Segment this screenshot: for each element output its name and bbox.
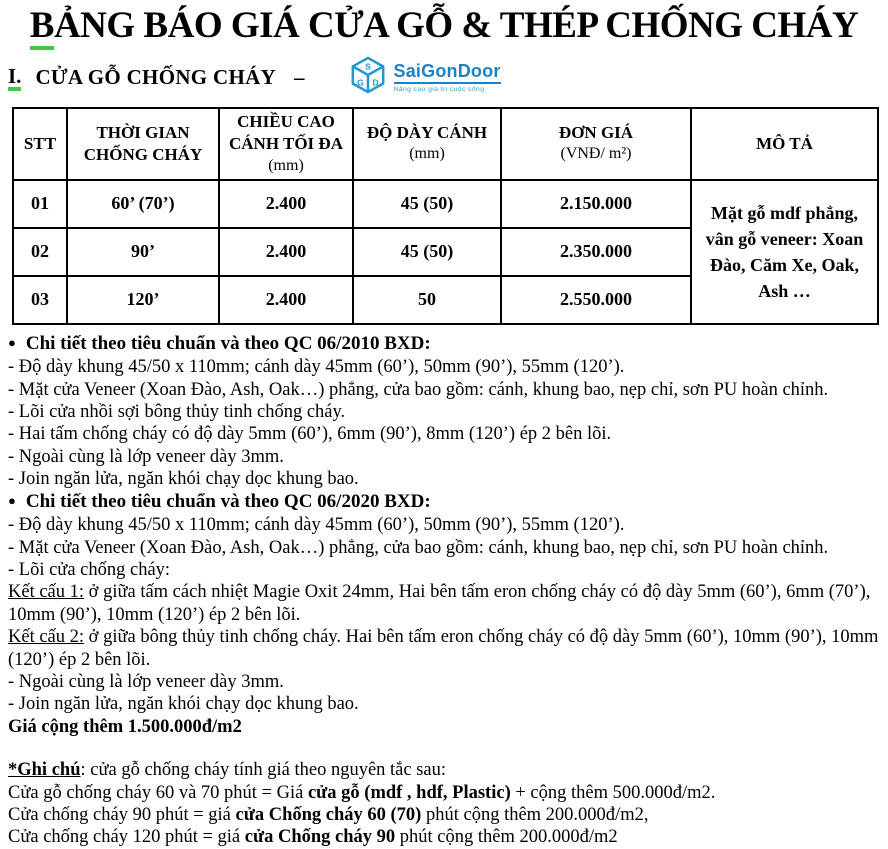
cell-time: 120’: [67, 276, 219, 324]
price-table-body: [13, 180, 878, 324]
logo-tagline: Nâng cao giá trị cuộc sống: [393, 86, 485, 94]
section-dash: –: [294, 65, 305, 90]
spec-line: - Lõi cửa chống cháy:: [8, 559, 171, 580]
note-rule: [8, 804, 882, 826]
note-rule: [8, 826, 882, 848]
header-price: [501, 108, 691, 180]
rule-post: phút cộng thêm 200.000đ/m2: [395, 827, 618, 848]
details-sections: [8, 333, 882, 849]
title-first-letter: B: [30, 7, 54, 50]
cell-height: 2.400: [219, 228, 353, 276]
cell-height: 2.400: [219, 180, 353, 228]
rule-bold: cửa Chống cháy 60 (70): [235, 804, 422, 825]
ket-cau-1-text: ở giữa tấm cách nhiệt Magie Oxit 24mm, Hai bên tấm eron chống cháy có độ dày 5mm (60’), 6mm (70’), 10mm (90’), 10mm (120’) ép 2 bên lõi.: [8, 582, 871, 625]
spec-line: - Mặt cửa Veneer (Xoan Đào, Ash, Oak…) phẳng, cửa bao gồm: cánh, khung bao, nẹp chỉ, sơn PU hoàn chỉnh.: [8, 537, 829, 558]
note-label: *Ghi chú: [8, 760, 81, 781]
spec-line: - Lõi cửa nhồi sợi bông thủy tinh chống cháy.: [8, 402, 346, 423]
sgd-cube-icon: [349, 55, 387, 100]
header-height-unit: (mm): [268, 156, 304, 174]
rule-pre: Cửa gỗ chống cháy 60 và 70 phút = Giá: [8, 782, 308, 803]
cell-price: 2.550.000: [501, 276, 691, 324]
spec-line: - Hai tấm chống cháy có độ dày 5mm (60’), 6mm (90’), 8mm (120’) ép 2 bên lõi.: [8, 424, 612, 445]
standards-2010-title: Chi tiết theo tiêu chuẩn và theo QC 06/2010 BXD:: [25, 332, 431, 354]
section-numeral: I.: [8, 65, 21, 91]
ket-cau-1-label: Kết cấu 1:: [8, 582, 85, 603]
table-row: [13, 180, 878, 228]
section-heading: [8, 58, 888, 98]
note-intro-line: [8, 759, 882, 781]
header-stt-label: STT: [23, 133, 57, 153]
cell-stt: 01: [13, 180, 67, 228]
title-rest: ẢNG BÁO GIÁ CỬA GỖ & THÉP CHỐNG CHÁY: [53, 5, 859, 46]
cell-time: 90’: [67, 228, 219, 276]
spec-line: - Độ dày khung 45/50 x 110mm; cánh dày 45mm (60’), 50mm (90’), 55mm (120’).: [8, 357, 625, 378]
cell-thickness: 50: [353, 276, 501, 324]
cell-thickness: 45 (50): [353, 180, 501, 228]
header-row: [13, 108, 878, 180]
ket-cau-2-label: Kết cấu 2:: [8, 627, 85, 648]
ket-cau-2: [8, 626, 882, 671]
logo-wordmark: SaiGonDoor: [394, 62, 501, 84]
section-label: CỬA GỖ CHỐNG CHÁY: [35, 65, 277, 90]
ket-cau-1: [8, 581, 882, 626]
header-thickness: [353, 108, 501, 180]
spec-line: - Ngoài cùng là lớp veneer dày 3mm.: [8, 671, 284, 692]
header-stt: [13, 108, 67, 180]
saigondoor-logo: [349, 55, 501, 100]
header-thickness-unit: (mm): [409, 145, 445, 163]
standards-2010-heading: [8, 333, 882, 356]
spec-line: - Độ dày khung 45/50 x 110mm; cánh dày 45mm (60’), 50mm (90’), 55mm (120’).: [8, 515, 625, 536]
header-price-unit: (VNĐ/ m²): [560, 145, 632, 163]
rule-post: phút cộng thêm 200.000đ/m2,: [421, 804, 649, 825]
header-height: [219, 108, 353, 180]
notes-block: [8, 759, 882, 849]
cell-thickness: 45 (50): [353, 228, 501, 276]
standards-2020-heading: [8, 491, 882, 514]
cube-letter-g: G: [356, 77, 364, 88]
spec-line: - Mặt cửa Veneer (Xoan Đào, Ash, Oak…) phẳng, cửa bao gồm: cánh, khung bao, nẹp chỉ, sơn PU hoàn chỉnh.: [8, 379, 829, 400]
price-table: [12, 107, 879, 325]
cube-letter-s: S: [364, 61, 371, 72]
rule-pre: Cửa chống cháy 90 phút = giá: [8, 804, 236, 825]
cell-stt: 02: [13, 228, 67, 276]
note-intro-text: : cửa gỗ chống cháy tính giá theo nguyên tắc sau:: [80, 760, 447, 781]
cell-price: 2.350.000: [501, 228, 691, 276]
rule-post: + cộng thêm 500.000đ/m2.: [510, 782, 716, 803]
spec-line: - Join ngăn lửa, ngăn khói chạy dọc khung bao.: [8, 469, 359, 490]
cell-price: 2.150.000: [501, 180, 691, 228]
price-table-header: [13, 108, 878, 180]
header-description: [691, 108, 878, 180]
price-addon-line: Giá cộng thêm 1.500.000đ/m2: [8, 716, 242, 737]
header-description-label: MÔ TẢ: [756, 133, 813, 153]
logo-text-block: [394, 62, 501, 93]
cell-stt: 03: [13, 276, 67, 324]
note-rule: [8, 782, 882, 804]
header-thickness-label: ĐỘ DÀY CÁNH: [366, 123, 488, 143]
header-time: [67, 108, 219, 180]
spec-line: - Ngoài cùng là lớp veneer dày 3mm.: [8, 446, 284, 467]
spec-line: - Join ngăn lửa, ngăn khói chạy dọc khung bao.: [8, 694, 359, 715]
ket-cau-2-text: ở giữa bông thủy tinh chống cháy. Hai bên tấm eron chống cháy có độ dày 5mm (60’), 10mm (90’), 10mm (120’) ép 2 bên lõi.: [8, 627, 879, 670]
cell-time: 60’ (70’): [67, 180, 219, 228]
bullet-icon: ●: [8, 492, 16, 508]
bullet-icon: ●: [8, 334, 16, 350]
standards-2020-title: Chi tiết theo tiêu chuẩn và theo QC 06/2020 BXD:: [25, 490, 431, 512]
page-title: [0, 4, 888, 50]
header-price-label: ĐƠN GIÁ: [558, 123, 634, 143]
header-time-label: THỜI GIAN CHỐNG CHÁY: [83, 122, 203, 164]
rule-bold: cửa Chống cháy 90: [244, 827, 396, 848]
rule-pre: Cửa chống cháy 120 phút = giá: [8, 827, 245, 848]
cell-height: 2.400: [219, 276, 353, 324]
cube-letter-d: D: [372, 77, 379, 88]
cell-description: Mặt gỗ mdf phẳng, vân gỗ veneer: Xoan Đào, Căm Xe, Oak, Ash …: [691, 180, 878, 324]
header-height-label: CHIỀU CAO CÁNH TỐI ĐA: [229, 112, 343, 154]
rule-bold: cửa gỗ (mdf , hdf, Plastic): [307, 782, 511, 803]
